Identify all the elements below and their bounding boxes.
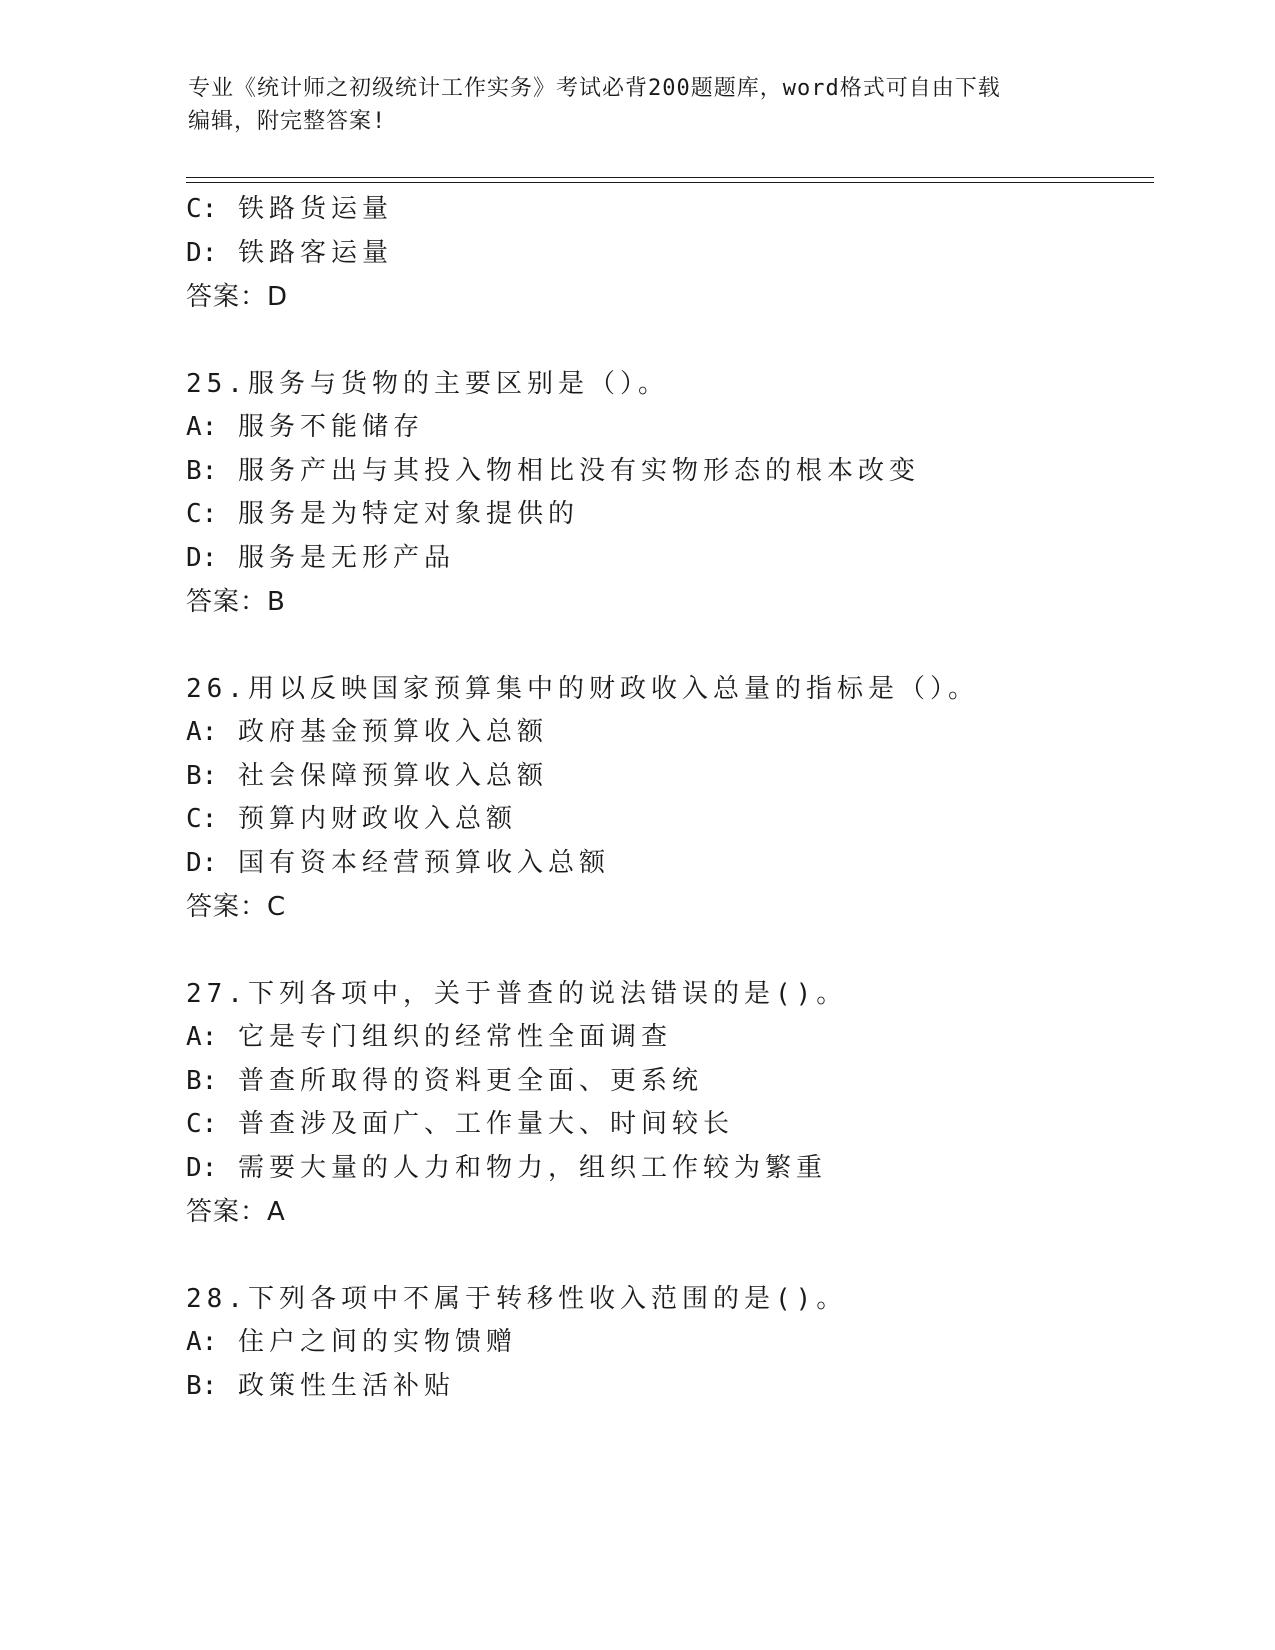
question-stem: 26.用以反映国家预算集中的财政收入总量的指标是（）。 <box>186 674 979 704</box>
option-b <box>186 1064 703 1098</box>
option-text: 铁路客运量 <box>237 238 393 268</box>
option-text: 它是专门组织的经常性全面调查 <box>237 1022 672 1052</box>
option-label: B: <box>186 456 218 486</box>
question-stem: 28.下列各项中不属于转移性收入范围的是()。 <box>186 1284 848 1314</box>
question-stem: 27.下列各项中，关于普查的说法错误的是()。 <box>186 979 848 1009</box>
header-rule-top <box>186 177 1154 178</box>
option-text: 服务产出与其投入物相比没有实物形态的根本改变 <box>237 456 920 486</box>
option-text: 政策性生活补贴 <box>237 1371 455 1401</box>
option-c <box>186 497 579 531</box>
option-c <box>186 1107 734 1141</box>
option-a <box>186 1020 672 1054</box>
option-label: C: <box>186 499 218 529</box>
header-line-1: 专业《统计师之初级统计工作实务》考试必背200题题库，word格式可自由下载 <box>188 76 1001 101</box>
option-a <box>186 410 424 444</box>
option-text: 国有资本经营预算收入总额 <box>237 848 610 878</box>
option-d <box>186 541 455 575</box>
option-label: D: <box>186 238 218 268</box>
option-label: B: <box>186 761 218 791</box>
answer: 答案：A <box>186 1197 286 1227</box>
option-label: A: <box>186 717 218 747</box>
option-c <box>186 802 517 836</box>
option-text: 政府基金预算收入总额 <box>237 717 548 747</box>
answer: 答案：D <box>186 282 289 312</box>
option-label: D: <box>186 848 218 878</box>
option-label: A: <box>186 1022 218 1052</box>
answer: 答案：B <box>186 587 286 617</box>
option-text: 住户之间的实物馈赠 <box>237 1327 517 1357</box>
answer: 答案：C <box>186 892 287 922</box>
header-line-2: 编辑，附完整答案! <box>188 109 387 134</box>
option-label: A: <box>186 1327 218 1357</box>
option-label: C: <box>186 804 218 834</box>
option-d <box>186 846 610 880</box>
option-label: A: <box>186 412 218 442</box>
option-text: 服务不能储存 <box>237 412 424 442</box>
option-label: B: <box>186 1066 218 1096</box>
option-text: 社会保障预算收入总额 <box>237 761 548 791</box>
option-text: 铁路货运量 <box>237 194 393 224</box>
option-text: 普查所取得的资料更全面、更系统 <box>237 1066 703 1096</box>
option-b <box>186 454 920 488</box>
option-a <box>186 715 548 749</box>
option-d <box>186 1151 827 1185</box>
document-header <box>188 72 1088 138</box>
option-d <box>186 236 393 270</box>
option-text: 预算内财政收入总额 <box>237 804 517 834</box>
option-text: 普查涉及面广、工作量大、时间较长 <box>237 1109 734 1139</box>
option-b <box>186 759 548 793</box>
option-label: D: <box>186 1153 218 1183</box>
option-a <box>186 1325 517 1359</box>
option-label: C: <box>186 1109 218 1139</box>
option-label: D: <box>186 543 218 573</box>
option-b <box>186 1369 455 1403</box>
question-stem: 25.服务与货物的主要区别是（）。 <box>186 369 669 399</box>
option-text: 服务是无形产品 <box>237 543 455 573</box>
header-rule-bottom <box>186 182 1154 183</box>
option-text: 服务是为特定对象提供的 <box>237 499 579 529</box>
option-text: 需要大量的人力和物力，组织工作较为繁重 <box>237 1153 827 1183</box>
option-c <box>186 192 393 226</box>
option-label: B: <box>186 1371 218 1401</box>
option-label: C: <box>186 194 218 224</box>
